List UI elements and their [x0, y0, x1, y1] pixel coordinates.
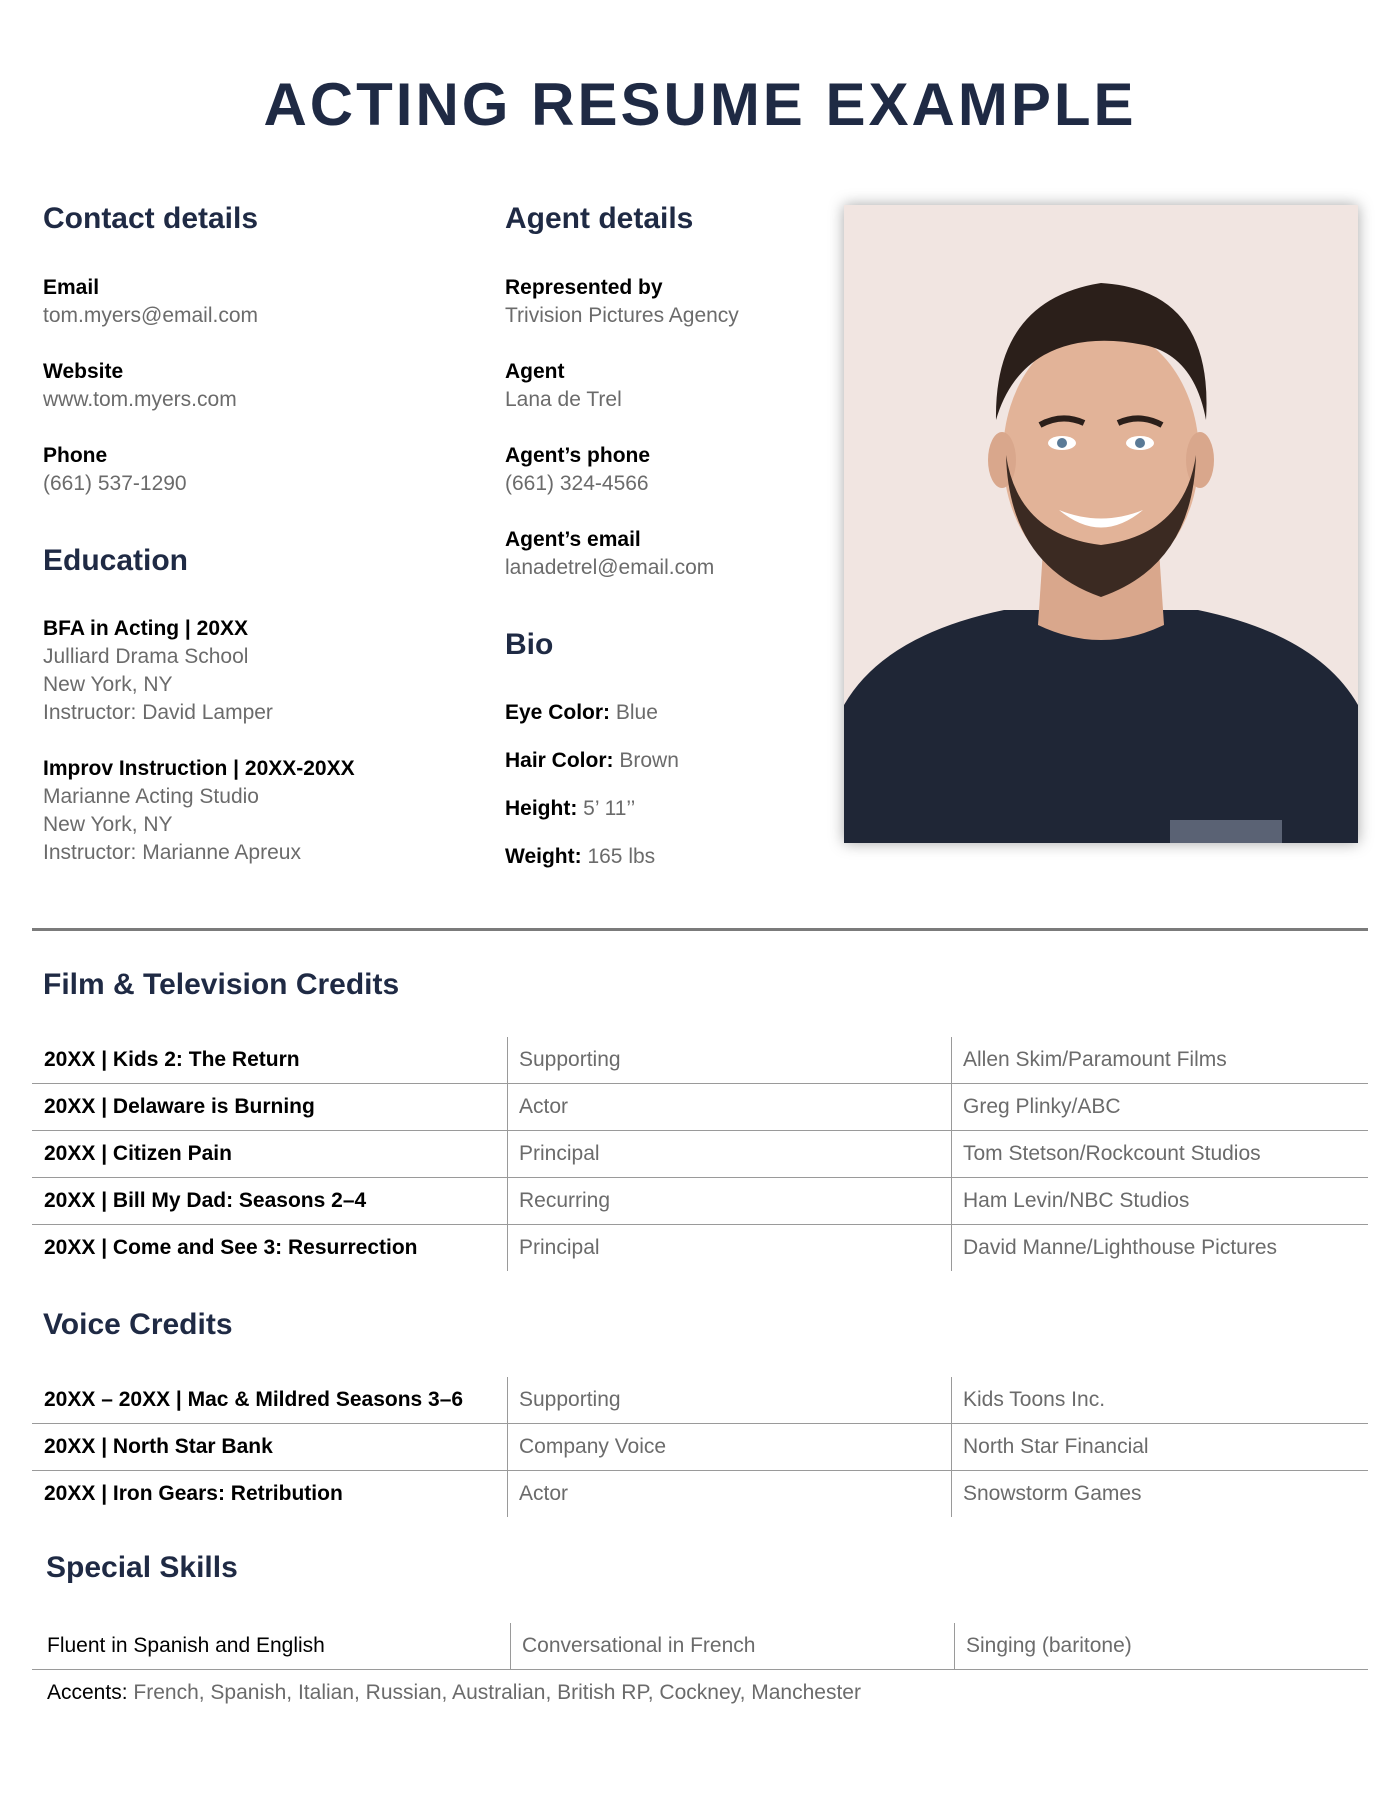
credit-title: 20XX | Iron Gears: Retribution: [32, 1471, 508, 1518]
skills-heading: Special Skills: [46, 1551, 238, 1584]
email-value[interactable]: tom.myers@email.com: [43, 304, 259, 327]
contact-heading: Contact details: [43, 202, 259, 235]
bio-value: 165 lbs: [587, 845, 656, 868]
film-heading: Film & Television Credits: [43, 968, 400, 1001]
agent-phone-value: (661) 324-4566: [505, 472, 649, 495]
education-location: New York, NY: [43, 813, 173, 836]
credit-client: Snowstorm Games: [952, 1471, 1369, 1518]
bio-eye-color: [505, 701, 658, 725]
bio-label: Weight:: [505, 845, 582, 868]
credit-title: 20XX | North Star Bank: [32, 1424, 508, 1471]
agent-phone-label: Agent’s phone: [505, 444, 651, 467]
education-location: New York, NY: [43, 673, 173, 696]
credit-title: 20XX | Kids 2: The Return: [44, 1048, 300, 1071]
credit-role: Actor: [508, 1084, 952, 1131]
table-row: [32, 1377, 1368, 1424]
education-heading: Education: [43, 544, 189, 577]
credit-title: 20XX | Bill My Dad: Seasons 2–4: [32, 1178, 508, 1225]
bio-label: Hair Color:: [505, 749, 614, 772]
credit-role: Recurring: [508, 1178, 952, 1225]
bio-hair-color: [505, 749, 679, 773]
table-row: [32, 1623, 1368, 1670]
represented-by-value: Trivision Pictures Agency: [505, 304, 739, 327]
table-row: [32, 1131, 1368, 1178]
table-row: [32, 1037, 1368, 1084]
credit-director: Ham Levin/NBC Studios: [952, 1178, 1369, 1225]
education-instructor: Instructor: David Lamper: [43, 701, 273, 724]
bio-label: Height:: [505, 797, 578, 820]
agent-heading: Agent details: [505, 202, 694, 235]
bio-value: 5’ 11’’: [583, 797, 636, 820]
education-title: Improv Instruction | 20XX-20XX: [43, 757, 355, 780]
credit-role: Company Voice: [508, 1424, 952, 1471]
table-row: [32, 1178, 1368, 1225]
headshot-photo: [844, 205, 1358, 843]
table-row: [32, 1225, 1368, 1272]
table-row: [32, 1084, 1368, 1131]
education-instructor: Instructor: Marianne Apreux: [43, 841, 301, 864]
agent-email-label: Agent’s email: [505, 528, 641, 551]
accents-line: [47, 1681, 861, 1705]
credit-director: Greg Plinky/ABC: [952, 1084, 1369, 1131]
education-school: Julliard Drama School: [43, 645, 249, 668]
table-row: [32, 1424, 1368, 1471]
voice-credits-table: [32, 1377, 1368, 1517]
phone-value: (661) 537-1290: [43, 472, 187, 495]
credit-title: 20XX | Come and See 3: Resurrection: [32, 1225, 508, 1272]
skill-item: Conversational in French: [511, 1623, 955, 1670]
email-label: Email: [43, 276, 100, 299]
bio-value: Blue: [615, 701, 658, 724]
table-row: [32, 1471, 1368, 1518]
credit-client: North Star Financial: [952, 1424, 1369, 1471]
credit-director: Allen Skim/Paramount Films: [952, 1037, 1369, 1084]
bio-height: [505, 797, 635, 821]
film-credits-table: [32, 1037, 1368, 1271]
skill-item: Fluent in Spanish and English: [32, 1623, 511, 1670]
section-divider: [32, 928, 1368, 931]
bio-value: Brown: [619, 749, 679, 772]
education-title: BFA in Acting | 20XX: [43, 617, 249, 640]
website-value[interactable]: www.tom.myers.com: [43, 388, 237, 411]
voice-heading: Voice Credits: [43, 1308, 233, 1341]
agent-label: Agent: [505, 360, 565, 383]
credit-director: David Manne/Lighthouse Pictures: [952, 1225, 1369, 1272]
credit-client: Kids Toons Inc.: [952, 1377, 1369, 1424]
website-label: Website: [43, 360, 124, 383]
page-title: ACTING RESUME EXAMPLE: [263, 71, 1137, 138]
credit-title: 20XX – 20XX | Mac & Mildred Seasons 3–6: [44, 1388, 464, 1411]
agent-email-value[interactable]: lanadetrel@email.com: [505, 556, 715, 579]
credit-role: Supporting: [508, 1037, 952, 1084]
bio-label: Eye Color:: [505, 701, 611, 724]
credit-role: Actor: [508, 1471, 952, 1518]
headshot-illustration: [844, 205, 1358, 843]
agent-value: Lana de Trel: [505, 388, 622, 411]
credit-role: Principal: [508, 1225, 952, 1272]
bio-heading: Bio: [505, 628, 554, 661]
skill-item: Singing (baritone): [955, 1623, 1369, 1670]
education-school: Marianne Acting Studio: [43, 785, 259, 808]
credit-title: 20XX | Citizen Pain: [32, 1131, 508, 1178]
accents-label: Accents:: [47, 1681, 128, 1704]
credit-director: Tom Stetson/Rockcount Studios: [952, 1131, 1369, 1178]
credit-role: Principal: [508, 1131, 952, 1178]
phone-label: Phone: [43, 444, 108, 467]
credit-title: 20XX | Delaware is Burning: [32, 1084, 508, 1131]
skills-table: [32, 1623, 1368, 1670]
education-item: [43, 615, 273, 727]
education-item: [43, 755, 355, 867]
bio-weight: [505, 845, 655, 869]
credit-role: Supporting: [508, 1377, 952, 1424]
accents-value: French, Spanish, Italian, Russian, Australian, British RP, Cockney, Manchester: [133, 1681, 861, 1704]
represented-by-label: Represented by: [505, 276, 663, 299]
